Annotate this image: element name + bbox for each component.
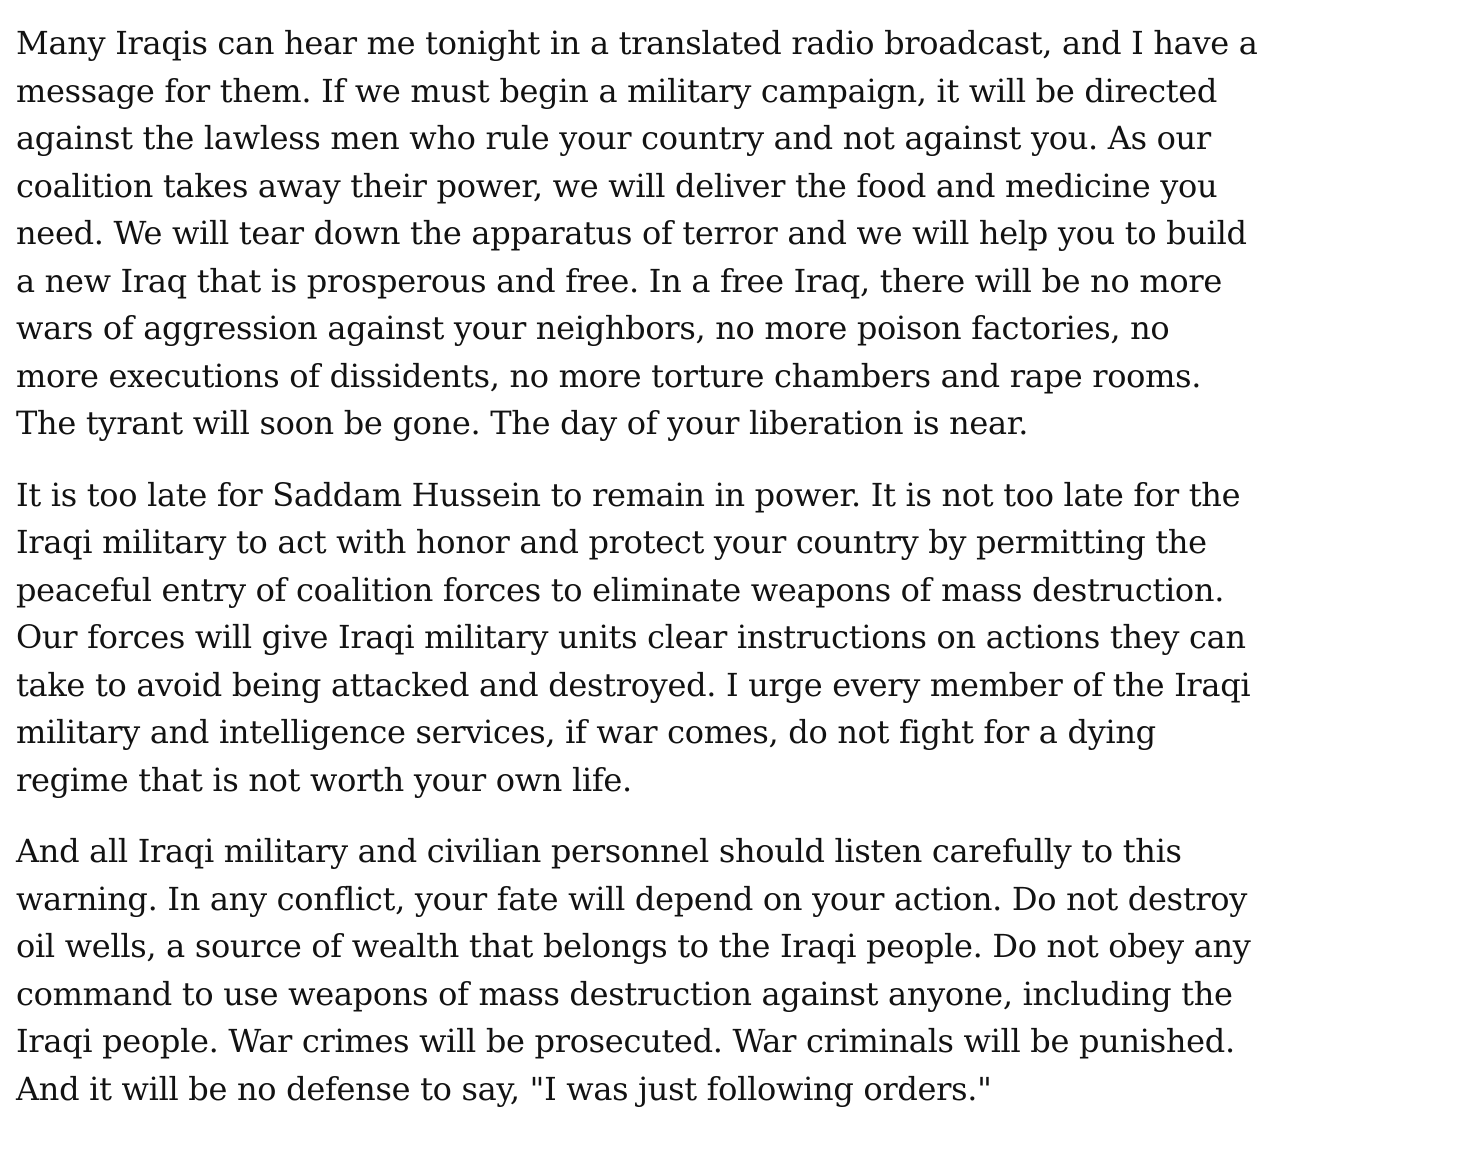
text-line: peaceful entry of coalition forces to eliminate weapons of mass destruction. <box>16 570 1225 609</box>
text-line: Iraqi people. War crimes will be prosecuted. War criminals will be punished. <box>16 1022 1235 1060</box>
paragraph-2 <box>16 472 1276 805</box>
text-line: And it will be no defense to say, "I was just following orders." <box>16 1069 992 1108</box>
text-line: more executions of dissidents, no more torture chambers and rape rooms. <box>16 356 1202 395</box>
text-line: And all Iraqi military and civilian personnel should listen carefully to this <box>16 832 1182 870</box>
text-line: Iraqi military to act with honor and protect your country by permitting the <box>16 523 1207 561</box>
paragraph-3 <box>16 828 1276 1113</box>
text-line: a new Iraq that is prosperous and free. In a free Iraq, there will be no more <box>16 261 1222 300</box>
text-line: need. We will tear down the apparatus of terror and we will help you to build <box>16 214 1247 252</box>
text-line: oil wells, a source of wealth that belongs to the Iraqi people. Do not obey any <box>16 927 1251 965</box>
text-line: take to avoid being attacked and destroyed. I urge every member of the Iraqi <box>16 665 1251 704</box>
text-line: wars of aggression against your neighbors, no more poison factories, no <box>16 309 1170 347</box>
text-line: against the lawless men who rule your country and not against you. As our <box>16 119 1211 157</box>
text-line: message for them. If we must begin a military campaign, it will be directed <box>16 71 1218 110</box>
text-line: coalition takes away their power, we will deliver the food and medicine you <box>16 166 1218 205</box>
text-line: The tyrant will soon be gone. The day of your liberation is near. <box>16 404 1029 442</box>
article-body <box>16 20 1276 1137</box>
text-line: It is too late for Saddam Hussein to remain in power. It is not too late for the <box>16 475 1241 514</box>
paragraph-1 <box>16 20 1276 448</box>
text-line: Many Iraqis can hear me tonight in a translated radio broadcast, and I have a <box>16 24 1258 62</box>
text-line: military and intelligence services, if war comes, do not fight for a dying <box>16 713 1156 751</box>
text-line: command to use weapons of mass destruction against anyone, including the <box>16 974 1233 1013</box>
text-line: regime that is not worth your own life. <box>16 760 632 799</box>
text-line: warning. In any conflict, your fate will depend on your action. Do not destroy <box>16 879 1248 918</box>
text-line: Our forces will give Iraqi military units clear instructions on actions they can <box>16 618 1246 656</box>
